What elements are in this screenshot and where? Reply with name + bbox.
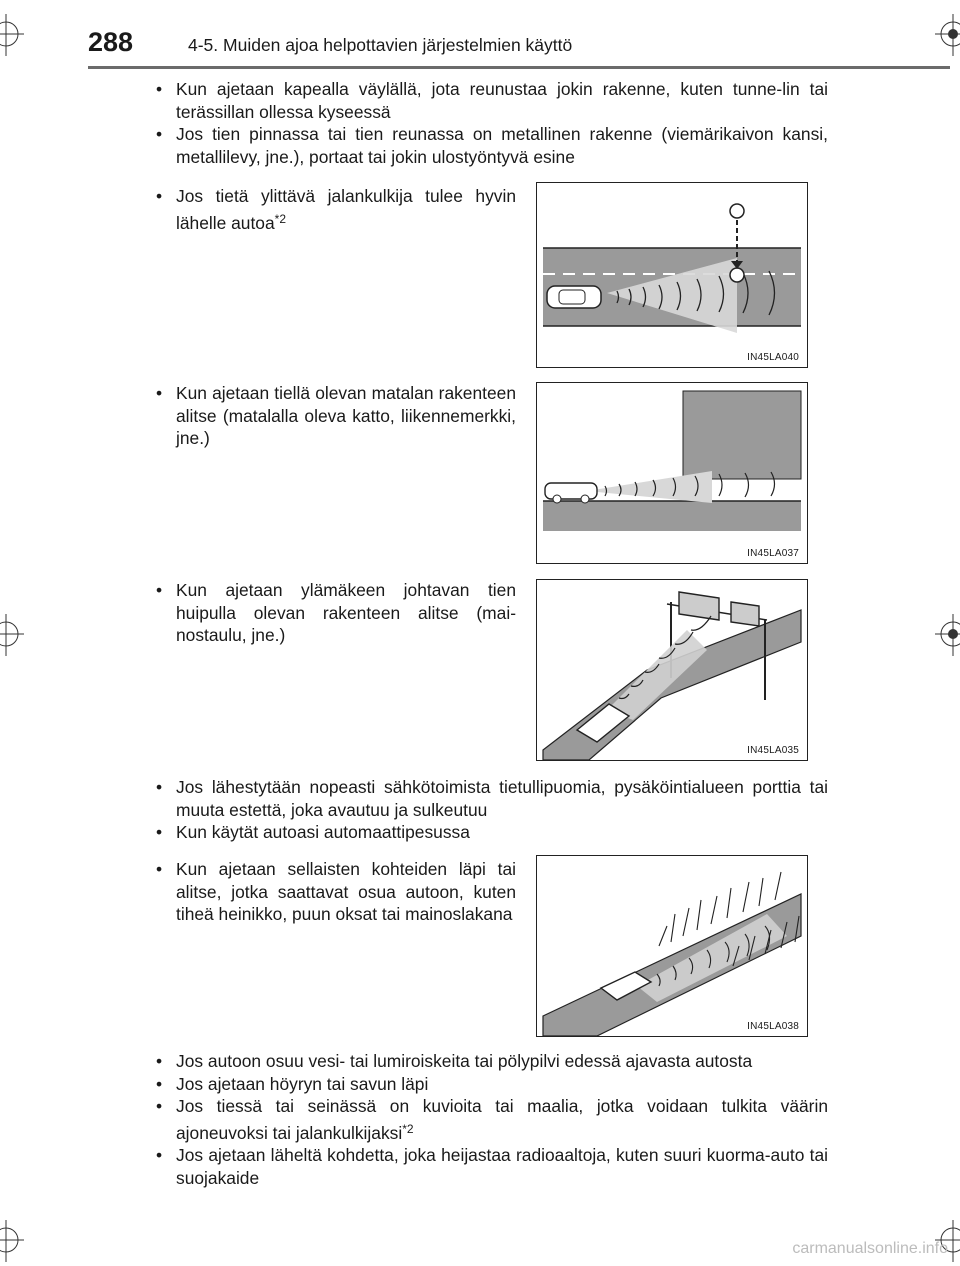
footnote-number: 2 (406, 1121, 414, 1136)
bullet-list-middle (156, 776, 828, 844)
uphill-sign-illustration (537, 580, 807, 760)
page-number: 288 (88, 27, 134, 57)
footnote-star: * (402, 1121, 407, 1136)
footnote-marker (402, 1122, 413, 1136)
footnote-number: 2 (279, 211, 286, 226)
figure-code: IN45LA035 (747, 745, 799, 756)
bullet-list-row-3 (156, 579, 516, 647)
figure-low-structure (536, 382, 808, 564)
bullet-list-row-4 (156, 858, 516, 926)
figure-uphill-sign (536, 579, 808, 761)
bullet-list-bottom (156, 1050, 828, 1189)
list-item: • Jos tien pinnassa tai tien reunassa on metallinen rakenne (viemärikaivon kansi, metallilevy, jne.), portaat tai jokin ulostyöntyvä esine (156, 123, 828, 168)
footnote-marker (275, 212, 286, 226)
list-item: • Jos lähestytään nopeasti sähkötoimista tietullipuomia, pysäköintialueen porttia tai muuta estettä, joka avautuu ja sulkeutuu (156, 776, 828, 821)
section-title: 4-5. Muiden ajoa helpottavien järjestelmien käyttö (188, 35, 573, 55)
list-item (156, 185, 516, 234)
list-item: • Jos autoon osuu vesi- tai lumiroiskeita tai pölypilvi edessä ajavasta autosta (156, 1050, 828, 1073)
list-item: • Kun ajetaan ylämäkeen johtavan tien huipulla olevan rakenteen alitse (mai-nostaulu, jne.) (156, 579, 516, 647)
bullet-list-row-2 (156, 382, 516, 450)
list-item: • Kun ajetaan tiellä olevan matalan rakenteen alitse (matalalla oleva katto, liikennemerkki, jne.) (156, 382, 516, 450)
list-item (156, 1095, 828, 1144)
list-item-text: Jos tiessä tai seinässä on kuvioita tai maalia, jotka voidaan tulkita väärin ajoneuvoksi tai jalankulkijaksi (176, 1096, 828, 1143)
list-item: • Kun käytät autoasi automaattipesussa (156, 821, 828, 844)
bullet-list-top (156, 78, 828, 168)
list-item: • Kun ajetaan kapealla väylällä, jota reunustaa jokin rakenne, kuten tunne-lin tai terässillan ollessa kyseessä (156, 78, 828, 123)
list-item: • Jos ajetaan läheltä kohdetta, joka heijastaa radioaaltoja, kuten suuri kuorma-auto tai suojakaide (156, 1144, 828, 1189)
low-structure-illustration (537, 383, 807, 563)
list-item-text: Jos tietä ylittävä jalankulkija tulee hyvin lähelle autoa (176, 186, 516, 233)
vegetation-illustration (537, 856, 807, 1036)
list-item: • Jos ajetaan höyryn tai savun läpi (156, 1073, 828, 1096)
watermark: carmanualsonline.info (792, 1240, 948, 1257)
figure-vegetation (536, 855, 808, 1037)
figure-code: IN45LA037 (747, 548, 799, 559)
list-item: • Kun ajetaan sellaisten kohteiden läpi tai alitse, jotka saattavat osua autoon, kuten tiheä heinikko, puun oksat tai mainoslakana (156, 858, 516, 926)
footnote-star: * (274, 211, 280, 226)
pedestrian-illustration (537, 183, 807, 367)
figure-code: IN45LA040 (747, 352, 799, 363)
figure-pedestrian (536, 182, 808, 368)
header-divider (88, 66, 950, 69)
bullet-list-row-1 (156, 185, 516, 234)
figure-code: IN45LA038 (747, 1021, 799, 1032)
